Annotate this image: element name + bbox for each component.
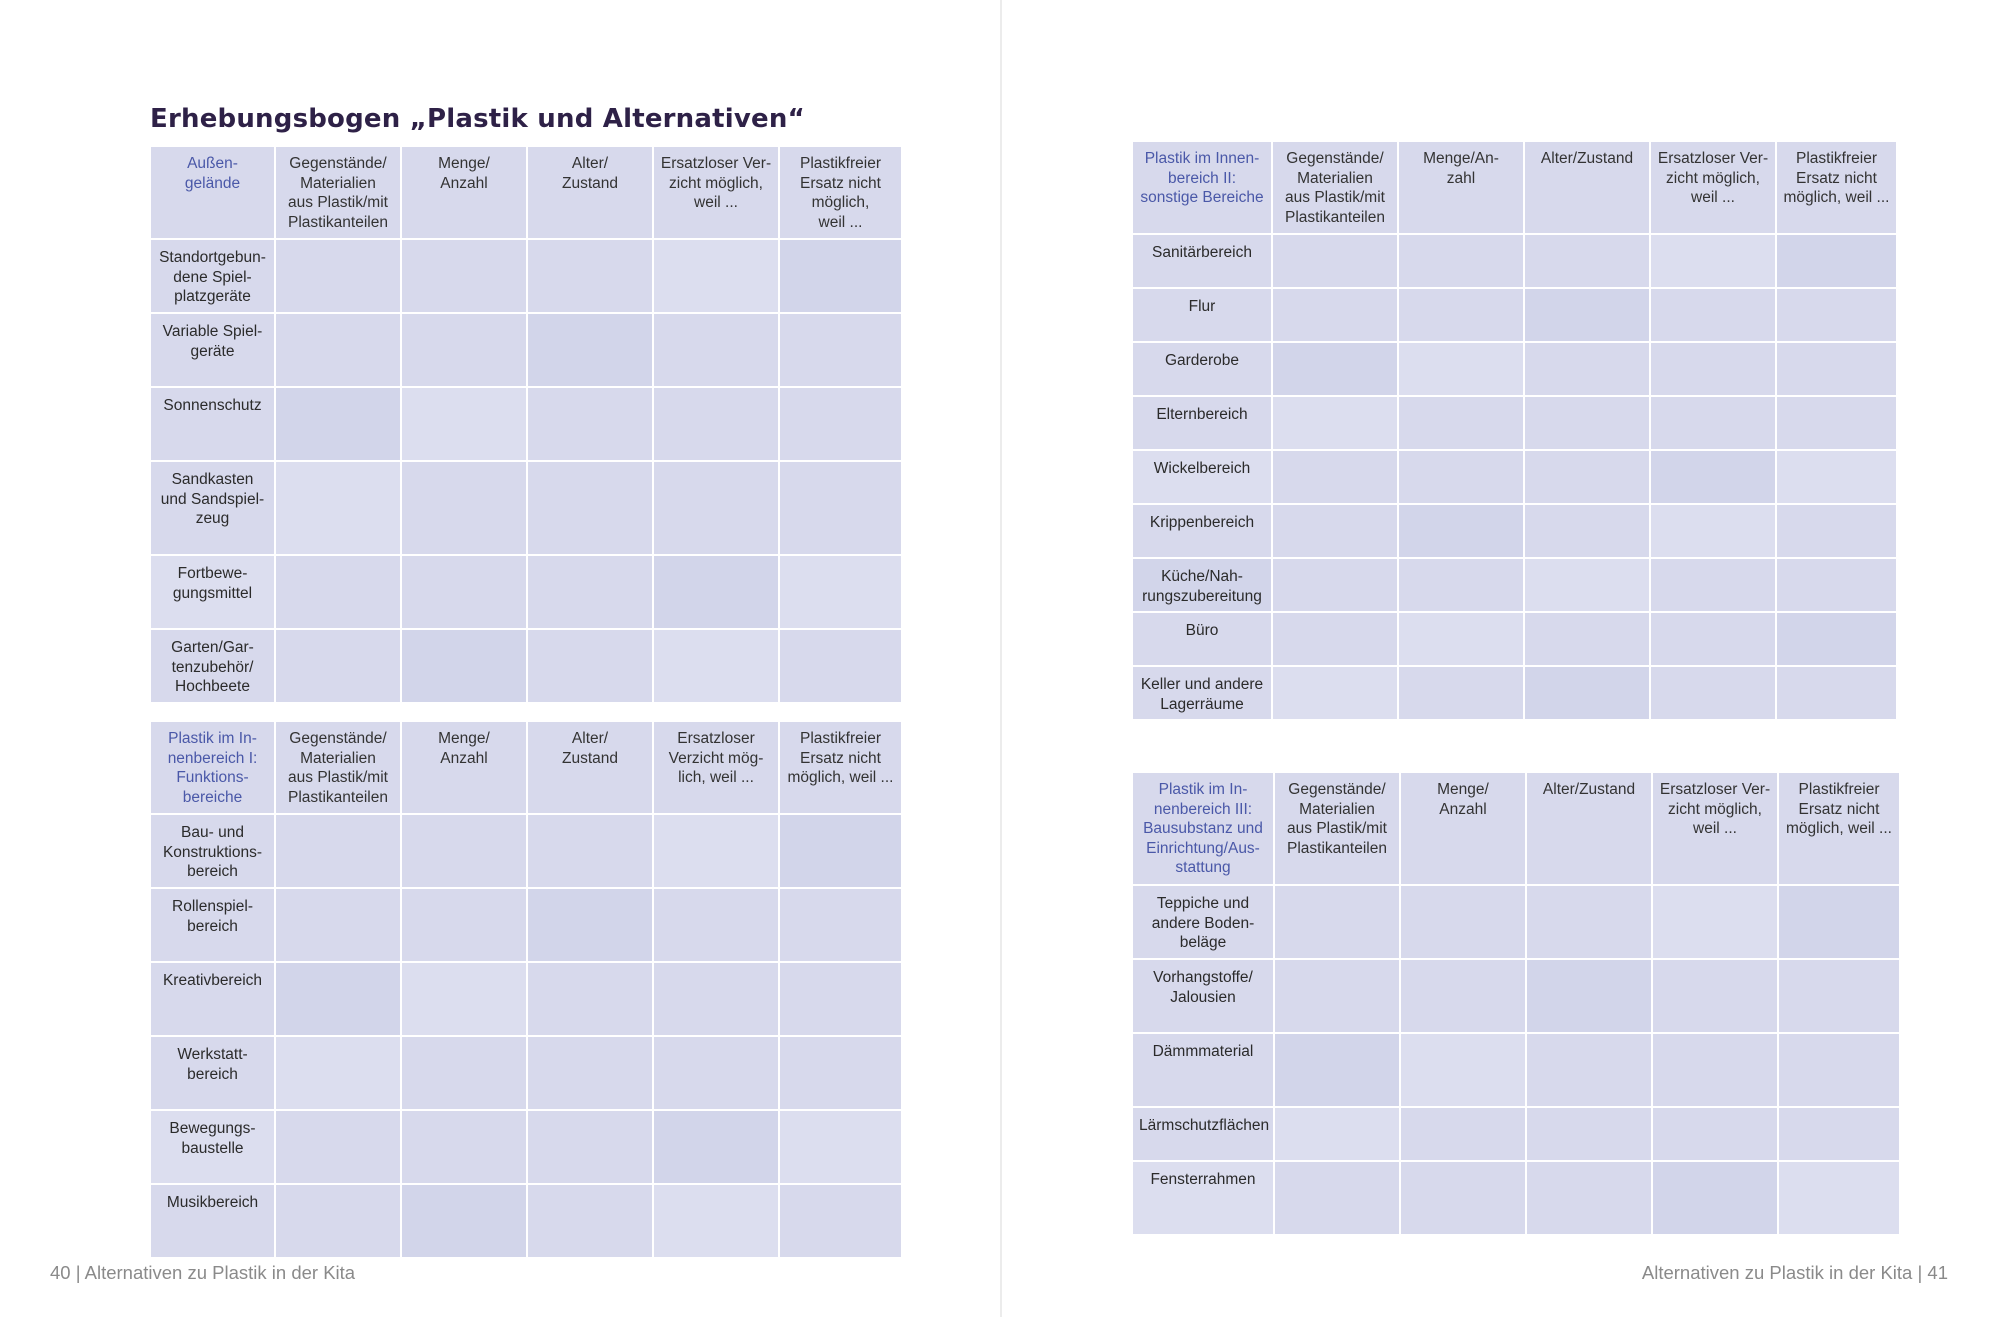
entry-cell[interactable] bbox=[528, 1185, 654, 1259]
entry-cell[interactable] bbox=[780, 1185, 903, 1259]
row-label: Fensterrahmen bbox=[1133, 1162, 1275, 1236]
entry-cell[interactable] bbox=[780, 963, 903, 1037]
entry-cell[interactable] bbox=[402, 630, 528, 704]
entry-cell[interactable] bbox=[1399, 397, 1525, 451]
entry-cell[interactable] bbox=[1525, 451, 1651, 505]
table-innenbereich-2 bbox=[1133, 142, 1898, 721]
row-label: Sonnenschutz bbox=[151, 388, 276, 462]
entry-cell[interactable] bbox=[1777, 343, 1898, 397]
entry-cell[interactable] bbox=[402, 1037, 528, 1111]
column-header: Alter/ Zustand bbox=[528, 147, 654, 240]
table-category-header: Plastik im Innen- bereich II: sonstige Bereiche bbox=[1133, 142, 1273, 235]
column-header: Plastikfreier Ersatz nicht möglich, weil ... bbox=[1777, 142, 1898, 235]
entry-cell[interactable] bbox=[1653, 960, 1779, 1034]
row-label: Lärmschutzflächen bbox=[1133, 1108, 1275, 1162]
entry-cell[interactable] bbox=[1525, 343, 1651, 397]
entry-cell[interactable] bbox=[1401, 1108, 1527, 1162]
entry-cell[interactable] bbox=[1527, 1162, 1653, 1236]
entry-cell[interactable] bbox=[780, 630, 903, 704]
entry-cell[interactable] bbox=[1399, 289, 1525, 343]
entry-cell[interactable] bbox=[1525, 667, 1651, 721]
entry-cell[interactable] bbox=[654, 388, 780, 462]
column-header: Ersatzloser Verzicht mög- lich, weil ... bbox=[654, 722, 780, 815]
entry-cell[interactable] bbox=[276, 240, 402, 314]
column-header: Menge/ Anzahl bbox=[1401, 773, 1527, 886]
row-label: Standortgebun- dene Spiel- platzgeräte bbox=[151, 240, 276, 314]
row-label: Werkstatt- bereich bbox=[151, 1037, 276, 1111]
entry-cell[interactable] bbox=[1399, 613, 1525, 667]
entry-cell[interactable] bbox=[528, 1111, 654, 1185]
entry-cell[interactable] bbox=[276, 1111, 402, 1185]
entry-cell[interactable] bbox=[1525, 235, 1651, 289]
entry-cell[interactable] bbox=[1525, 289, 1651, 343]
entry-cell[interactable] bbox=[1527, 960, 1653, 1034]
entry-cell[interactable] bbox=[780, 815, 903, 889]
entry-cell[interactable] bbox=[402, 889, 528, 963]
entry-cell[interactable] bbox=[1653, 1162, 1779, 1236]
row-label: Rollenspiel- bereich bbox=[151, 889, 276, 963]
row-label: Elternbereich bbox=[1133, 397, 1273, 451]
entry-cell[interactable] bbox=[1399, 559, 1525, 613]
row-label: Büro bbox=[1133, 613, 1273, 667]
entry-cell[interactable] bbox=[528, 630, 654, 704]
entry-cell[interactable] bbox=[654, 630, 780, 704]
entry-cell[interactable] bbox=[1651, 559, 1777, 613]
entry-cell[interactable] bbox=[1525, 397, 1651, 451]
entry-cell[interactable] bbox=[1527, 1108, 1653, 1162]
entry-cell[interactable] bbox=[1399, 505, 1525, 559]
table-category-header: Plastik im In- nenbereich III: Bausubstanz und Einrichtung/Aus- stattung bbox=[1133, 773, 1275, 886]
entry-cell[interactable] bbox=[1525, 505, 1651, 559]
entry-cell[interactable] bbox=[1777, 451, 1898, 505]
entry-cell[interactable] bbox=[654, 556, 780, 630]
entry-cell[interactable] bbox=[1777, 289, 1898, 343]
entry-cell[interactable] bbox=[276, 630, 402, 704]
entry-cell[interactable] bbox=[1653, 1108, 1779, 1162]
entry-cell[interactable] bbox=[402, 314, 528, 388]
entry-cell[interactable] bbox=[1651, 613, 1777, 667]
column-header: Ersatzloser Ver- zicht möglich, weil ... bbox=[1651, 142, 1777, 235]
column-header: Gegenstände/ Materialien aus Plastik/mit Plastikanteilen bbox=[276, 722, 402, 815]
row-label: Krippenbereich bbox=[1133, 505, 1273, 559]
table-category-header: Außen- gelände bbox=[151, 147, 276, 240]
entry-cell[interactable] bbox=[276, 556, 402, 630]
entry-cell[interactable] bbox=[1527, 1034, 1653, 1108]
entry-cell[interactable] bbox=[1525, 559, 1651, 613]
entry-cell[interactable] bbox=[1401, 960, 1527, 1034]
entry-cell[interactable] bbox=[1527, 886, 1653, 960]
entry-cell[interactable] bbox=[780, 314, 903, 388]
entry-cell[interactable] bbox=[1273, 451, 1399, 505]
entry-cell[interactable] bbox=[276, 462, 402, 556]
entry-cell[interactable] bbox=[276, 388, 402, 462]
column-header: Gegenstände/ Materialien aus Plastik/mit Plastikanteilen bbox=[276, 147, 402, 240]
entry-cell[interactable] bbox=[780, 1111, 903, 1185]
row-label: Bau- und Konstruktions- bereich bbox=[151, 815, 276, 889]
entry-cell[interactable] bbox=[1273, 397, 1399, 451]
entry-cell[interactable] bbox=[780, 1037, 903, 1111]
entry-cell[interactable] bbox=[654, 963, 780, 1037]
row-label: Garderobe bbox=[1133, 343, 1273, 397]
entry-cell[interactable] bbox=[654, 1037, 780, 1111]
row-label: Sandkasten und Sandspiel- zeug bbox=[151, 462, 276, 556]
entry-cell[interactable] bbox=[1653, 886, 1779, 960]
entry-cell[interactable] bbox=[402, 963, 528, 1037]
entry-cell[interactable] bbox=[1273, 613, 1399, 667]
column-header: Plastikfreier Ersatz nicht möglich, weil ... bbox=[780, 722, 903, 815]
entry-cell[interactable] bbox=[402, 1185, 528, 1259]
table-innenbereich-1 bbox=[151, 722, 903, 1259]
column-header: Ersatzloser Ver- zicht möglich, weil ... bbox=[1653, 773, 1779, 886]
entry-cell[interactable] bbox=[1779, 960, 1901, 1034]
entry-cell[interactable] bbox=[780, 388, 903, 462]
entry-cell[interactable] bbox=[528, 889, 654, 963]
entry-cell[interactable] bbox=[1273, 343, 1399, 397]
entry-cell[interactable] bbox=[1525, 613, 1651, 667]
entry-cell[interactable] bbox=[1273, 505, 1399, 559]
column-header: Menge/ Anzahl bbox=[402, 722, 528, 815]
entry-cell[interactable] bbox=[1651, 289, 1777, 343]
entry-cell[interactable] bbox=[1779, 1162, 1901, 1236]
column-header: Alter/Zustand bbox=[1525, 142, 1651, 235]
entry-cell[interactable] bbox=[1777, 613, 1898, 667]
row-label: Bewegungs- baustelle bbox=[151, 1111, 276, 1185]
entry-cell[interactable] bbox=[1777, 505, 1898, 559]
row-label: Teppiche und andere Boden- beläge bbox=[1133, 886, 1275, 960]
table-innenbereich-3 bbox=[1133, 773, 1901, 1236]
entry-cell[interactable] bbox=[654, 815, 780, 889]
entry-cell[interactable] bbox=[528, 556, 654, 630]
entry-cell[interactable] bbox=[402, 815, 528, 889]
column-header: Menge/ Anzahl bbox=[402, 147, 528, 240]
footer-right: Alternativen zu Plastik in der Kita | 41 bbox=[1641, 1262, 1948, 1283]
entry-cell[interactable] bbox=[1275, 886, 1401, 960]
row-label: Kreativbereich bbox=[151, 963, 276, 1037]
entry-cell[interactable] bbox=[1275, 1034, 1401, 1108]
entry-cell[interactable] bbox=[402, 556, 528, 630]
entry-cell[interactable] bbox=[1401, 1162, 1527, 1236]
entry-cell[interactable] bbox=[276, 1185, 402, 1259]
entry-cell[interactable] bbox=[654, 1111, 780, 1185]
entry-cell[interactable] bbox=[1399, 451, 1525, 505]
table-category-header: Plastik im In- nenbereich I: Funktions- bereiche bbox=[151, 722, 276, 815]
row-label: Flur bbox=[1133, 289, 1273, 343]
entry-cell[interactable] bbox=[1399, 343, 1525, 397]
row-label: Musikbereich bbox=[151, 1185, 276, 1259]
column-header: Alter/ Zustand bbox=[528, 722, 654, 815]
entry-cell[interactable] bbox=[528, 314, 654, 388]
entry-cell[interactable] bbox=[1651, 667, 1777, 721]
entry-cell[interactable] bbox=[780, 240, 903, 314]
entry-cell[interactable] bbox=[1653, 1034, 1779, 1108]
column-header: Gegenstände/ Materialien aus Plastik/mit Plastikanteilen bbox=[1273, 142, 1399, 235]
entry-cell[interactable] bbox=[780, 889, 903, 963]
entry-cell[interactable] bbox=[1273, 235, 1399, 289]
entry-cell[interactable] bbox=[1779, 886, 1901, 960]
entry-cell[interactable] bbox=[276, 889, 402, 963]
entry-cell[interactable] bbox=[1651, 343, 1777, 397]
entry-cell[interactable] bbox=[1275, 1162, 1401, 1236]
row-label: Keller und andere Lagerräume bbox=[1133, 667, 1273, 721]
row-label: Wickelbereich bbox=[1133, 451, 1273, 505]
entry-cell[interactable] bbox=[528, 388, 654, 462]
entry-cell[interactable] bbox=[276, 963, 402, 1037]
column-header: Menge/An- zahl bbox=[1399, 142, 1525, 235]
entry-cell[interactable] bbox=[654, 889, 780, 963]
column-header: Ersatzloser Ver- zicht möglich, weil ... bbox=[654, 147, 780, 240]
row-label: Garten/Gar- tenzubehör/ Hochbeete bbox=[151, 630, 276, 704]
entry-cell[interactable] bbox=[528, 240, 654, 314]
entry-cell[interactable] bbox=[780, 462, 903, 556]
column-header: Plastikfreier Ersatz nicht möglich, weil ... bbox=[1779, 773, 1901, 886]
column-header: Alter/Zustand bbox=[1527, 773, 1653, 886]
page-title: Erhebungsbogen „Plastik und Alternativen“ bbox=[150, 104, 805, 134]
entry-cell[interactable] bbox=[402, 462, 528, 556]
entry-cell[interactable] bbox=[1779, 1108, 1901, 1162]
row-label: Sanitärbereich bbox=[1133, 235, 1273, 289]
entry-cell[interactable] bbox=[402, 240, 528, 314]
entry-cell[interactable] bbox=[1399, 235, 1525, 289]
entry-cell[interactable] bbox=[1777, 667, 1898, 721]
entry-cell[interactable] bbox=[1651, 235, 1777, 289]
entry-cell[interactable] bbox=[1777, 397, 1898, 451]
entry-cell[interactable] bbox=[402, 1111, 528, 1185]
entry-cell[interactable] bbox=[1273, 289, 1399, 343]
entry-cell[interactable] bbox=[1651, 451, 1777, 505]
entry-cell[interactable] bbox=[1779, 1034, 1901, 1108]
entry-cell[interactable] bbox=[1401, 886, 1527, 960]
entry-cell[interactable] bbox=[528, 963, 654, 1037]
entry-cell[interactable] bbox=[654, 462, 780, 556]
entry-cell[interactable] bbox=[780, 556, 903, 630]
entry-cell[interactable] bbox=[1275, 1108, 1401, 1162]
entry-cell[interactable] bbox=[1399, 667, 1525, 721]
entry-cell[interactable] bbox=[528, 462, 654, 556]
entry-cell[interactable] bbox=[1275, 960, 1401, 1034]
row-label: Variable Spiel- geräte bbox=[151, 314, 276, 388]
entry-cell[interactable] bbox=[654, 240, 780, 314]
entry-cell[interactable] bbox=[528, 1037, 654, 1111]
entry-cell[interactable] bbox=[1651, 505, 1777, 559]
table-aussengelaende bbox=[151, 147, 903, 704]
entry-cell[interactable] bbox=[1401, 1034, 1527, 1108]
entry-cell[interactable] bbox=[1651, 397, 1777, 451]
row-label: Küche/Nah- rungszubereitung bbox=[1133, 559, 1273, 613]
entry-cell[interactable] bbox=[1273, 667, 1399, 721]
entry-cell[interactable] bbox=[654, 314, 780, 388]
entry-cell[interactable] bbox=[1777, 559, 1898, 613]
row-label: Fortbewe- gungsmittel bbox=[151, 556, 276, 630]
entry-cell[interactable] bbox=[1777, 235, 1898, 289]
entry-cell[interactable] bbox=[276, 1037, 402, 1111]
column-header: Plastikfreier Ersatz nicht möglich, weil ... bbox=[780, 147, 903, 240]
entry-cell[interactable] bbox=[402, 388, 528, 462]
row-label: Vorhangstoffe/ Jalousien bbox=[1133, 960, 1275, 1034]
entry-cell[interactable] bbox=[654, 1185, 780, 1259]
row-label: Dämmmaterial bbox=[1133, 1034, 1275, 1108]
entry-cell[interactable] bbox=[1273, 559, 1399, 613]
column-header: Gegenstände/ Materialien aus Plastik/mit Plastikanteilen bbox=[1275, 773, 1401, 886]
entry-cell[interactable] bbox=[276, 815, 402, 889]
entry-cell[interactable] bbox=[528, 815, 654, 889]
entry-cell[interactable] bbox=[276, 314, 402, 388]
footer-left: 40 | Alternativen zu Plastik in der Kita bbox=[50, 1262, 356, 1283]
